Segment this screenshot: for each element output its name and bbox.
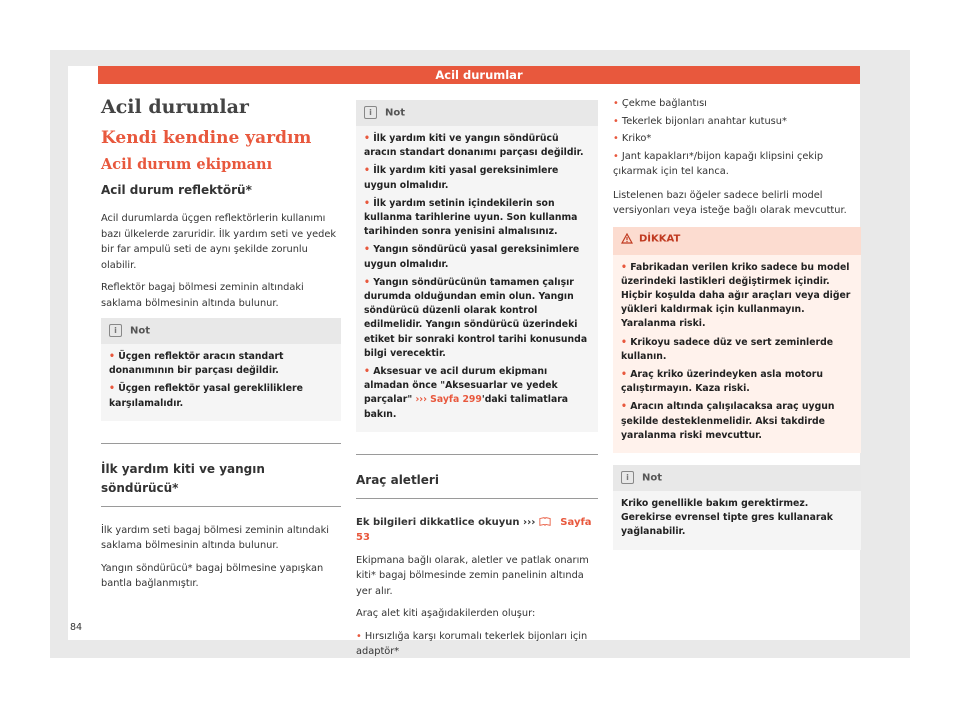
topic-title: Acil durum reflektörü* — [101, 183, 252, 197]
note-text: Kriko genellikle bakım gerektirmez. Gerekirse evrensel tipte gres kullanarak yağlanabilir. — [621, 497, 833, 538]
warning-header — [613, 227, 861, 255]
chapter-header: Acil durumlar — [98, 66, 860, 84]
note-item: • Üçgen reflektör yasal gerekliliklere karşılamalıdır. — [109, 383, 303, 409]
note-title: Not — [130, 325, 151, 337]
warning-item: • Fabrikadan verilen kriko sadece bu model üzerindeki lastikleri değiştirmek içindir. Hiçbir koşulda daha ağır araçları veya diğer yükleri kaldırmak için kullanmayın. Yaralanma riski. — [621, 261, 851, 330]
paragraph: Araç alet kiti aşağıdakilerden oluşur: — [356, 608, 536, 620]
warning-body — [613, 255, 861, 453]
column-3 — [613, 96, 861, 562]
note-header — [101, 318, 341, 344]
warning-item: • Aracın altında çalışılacaksa araç uygun şekilde desteklenmelidir. Aksi takdirde yaralanma riski mevcuttur. — [621, 401, 835, 441]
note-body — [613, 491, 861, 550]
note-box — [101, 318, 341, 421]
note-box — [356, 100, 598, 432]
section-divider — [101, 506, 341, 507]
info-icon: i — [621, 471, 634, 484]
info-icon: i — [109, 324, 122, 337]
list-item: • Hırsızlığa karşı korumalı tekerlek bijonları için adaptör* — [356, 630, 588, 658]
list-item: • Tekerlek bijonları anahtar kutusu* — [613, 115, 787, 127]
section-title: Kendi kendine yardım — [101, 128, 312, 148]
section-divider — [356, 454, 598, 455]
chapter-title: Acil durumlar — [101, 96, 249, 118]
column-2 — [356, 96, 598, 662]
paragraph: Yangın söndürücü* bagaj bölmesine yapışkan bantla bağlanmıştır. — [101, 562, 324, 590]
warning-title: DİKKAT — [639, 233, 681, 244]
note-body — [101, 344, 341, 421]
paragraph: Reflektör bagaj bölmesi zeminin altındaki saklama bölmesinin altında bulunur. — [101, 282, 304, 309]
note-body — [356, 126, 598, 432]
info-icon: i — [364, 106, 377, 119]
note-item: • Aksesuar ve acil durum ekipmanı almadan önce "Aksesuarlar ve yedek parçalar" ››› Sayfa 299'daki talimatlara bakın. — [364, 366, 569, 420]
note-item: • Üçgen reflektör aracın standart donanımının bir parçası değildir. — [109, 351, 284, 377]
note-item: • İlk yardım setinin içindekilerin son kullanma tarihlerine uyun. Son kullanma tarihinden sonra yenisini almalısınız. — [364, 197, 578, 238]
note-item: • İlk yardım kiti ve yangın söndürücü aracın standart donanımı parçası değildir. — [364, 133, 584, 159]
paragraph: Acil durumlarda üçgen reflektörlerin kullanımı bazı ülkelerde zaruridir. İlk yardım seti ve yedek bir far ampulü seti de aynı şekilde zorunlu olabilir. — [101, 213, 337, 271]
note-title: Not — [385, 107, 406, 119]
book-icon — [539, 516, 551, 527]
reference-line: Ek bilgileri dikkatlice okuyun ››› Sayfa 53 — [356, 516, 592, 544]
note-item: • Yangın söndürücü yasal gereksinimlere uygun olmalıdır. — [364, 244, 580, 270]
warning-item: • Araç kriko üzerindeyken asla motoru çalıştırmayın. Kaza riski. — [621, 368, 823, 395]
note-header — [613, 465, 861, 491]
paragraph: Ekipmana bağlı olarak, aletler ve patlak onarım kiti* bagaj bölmesinde zemin panelinin altında yer alır. — [356, 554, 589, 597]
paragraph: Listelenen bazı öğeler sadece belirli model versiyonları veya isteğe bağlı olarak mevcuttur. — [613, 189, 847, 216]
note-box — [613, 465, 861, 550]
subsection-title: Acil durum ekipmanı — [101, 156, 273, 173]
section-divider — [101, 443, 341, 444]
warning-item: • Krikoyu sadece düz ve sert zeminlerde kullanın. — [621, 336, 834, 362]
section-heading: İlk yardım kiti ve yangın söndürücü* — [101, 461, 265, 495]
page-link[interactable]: ››› Sayfa 299 — [415, 394, 482, 406]
note-item: • İlk yardım kiti yasal gereksinimlere uygun olmalıdır. — [364, 165, 559, 191]
list-item: • Jant kapakları*/bijon kapağı klipsini çekip çıkarmak için tel kanca. — [613, 150, 824, 177]
warning-icon — [621, 233, 633, 244]
section-heading: Araç aletleri — [356, 472, 439, 487]
paragraph: İlk yardım seti bagaj bölmesi zeminin altındaki saklama bölmesinin altında bulunur. — [101, 524, 329, 552]
list-item: • Kriko* — [613, 133, 652, 144]
page-link[interactable]: Sayfa 53 — [356, 516, 592, 544]
section-divider — [356, 498, 598, 499]
warning-box — [613, 227, 861, 453]
note-item: • Yangın söndürücünün tamamen çalışır durumda olduğundan emin olun. Yangın söndürücü düzenli olarak kontrol edilmelidir. Yangın söndürücü üzerindeki etiket bir sonraki kontrol tarihi konusunda bilgi verecektir. — [364, 276, 588, 359]
list-item: • Çekme bağlantısı — [613, 98, 707, 109]
page-number: 84 — [70, 622, 83, 633]
note-title: Not — [642, 472, 663, 484]
note-header — [356, 100, 598, 126]
column-1 — [101, 96, 341, 599]
